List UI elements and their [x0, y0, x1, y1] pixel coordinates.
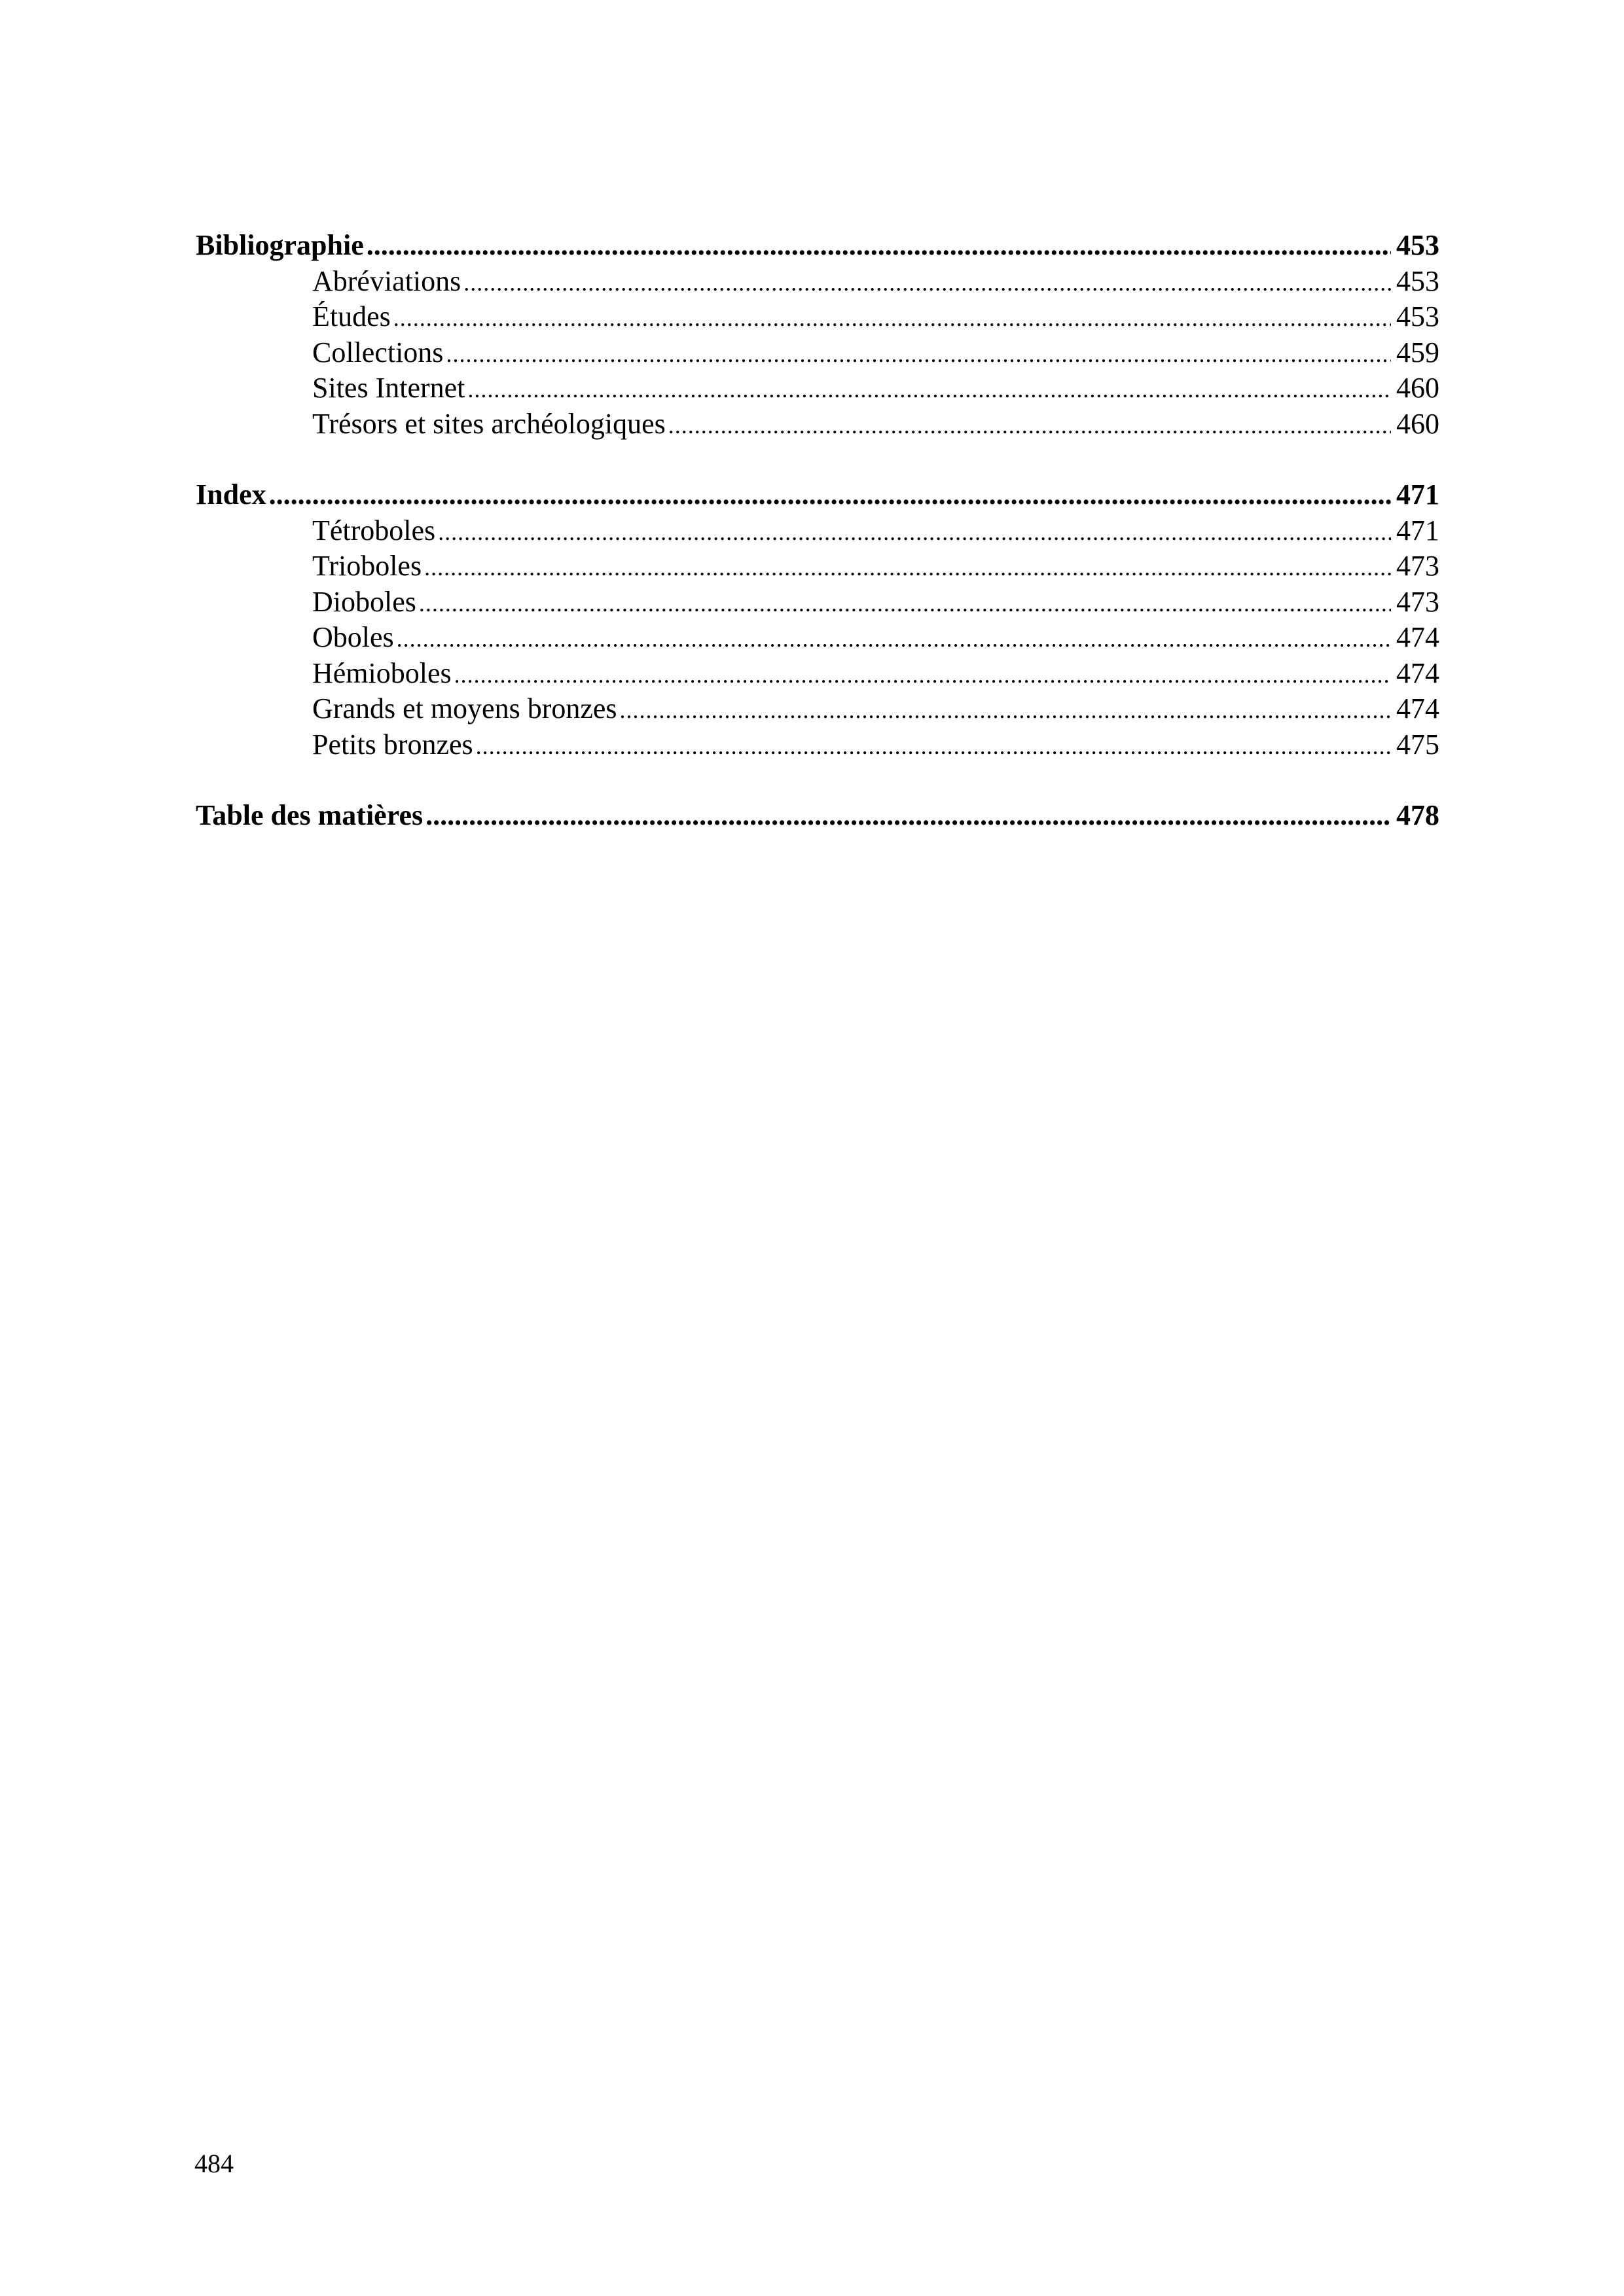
- toc-entry-page: 471: [1396, 478, 1439, 511]
- table-of-contents: [196, 228, 1439, 869]
- toc-subentry-page: 474: [1396, 692, 1439, 725]
- toc-subentry-page: 474: [1396, 656, 1439, 689]
- toc-entry-page: 478: [1396, 799, 1439, 831]
- toc-subentry-label: Sites Internet: [312, 372, 465, 404]
- dot-leader: [463, 265, 1391, 300]
- toc-subentry-tresors[interactable]: [196, 406, 1439, 442]
- toc-subentry-label: Études: [312, 300, 391, 332]
- toc-section-index: [196, 477, 1439, 762]
- toc-entry-title: Bibliographie: [196, 229, 364, 261]
- toc-subentry-label: Grands et moyens bronzes: [312, 692, 617, 725]
- toc-subentry-label: Tétroboles: [312, 514, 436, 547]
- toc-entry-page: 453: [1396, 229, 1439, 261]
- toc-subentry-page: 453: [1396, 300, 1439, 332]
- toc-subentry-page: 473: [1396, 550, 1439, 582]
- toc-subentry-collections[interactable]: [196, 335, 1439, 371]
- toc-subentry-page: 459: [1396, 336, 1439, 368]
- toc-subentry-etudes[interactable]: [196, 299, 1439, 335]
- toc-subentry-trioboles[interactable]: [196, 548, 1439, 584]
- toc-entry-bibliographie[interactable]: [196, 228, 1439, 264]
- toc-subentry-oboles[interactable]: [196, 620, 1439, 656]
- dot-leader: [367, 228, 1391, 264]
- toc-subentry-page: 473: [1396, 585, 1439, 618]
- toc-subentry-label: Dioboles: [312, 585, 416, 618]
- toc-subentry-label: Abréviations: [312, 264, 461, 297]
- toc-subentry-label: Trioboles: [312, 550, 422, 582]
- toc-subentry-label: Hémioboles: [312, 656, 452, 689]
- toc-subentry-page: 453: [1396, 264, 1439, 297]
- page-number: 484: [194, 2149, 234, 2178]
- toc-subentry-label: Collections: [312, 336, 444, 368]
- toc-entry-index[interactable]: [196, 477, 1439, 513]
- dot-leader: [467, 372, 1391, 406]
- toc-subentry-dioboles[interactable]: [196, 584, 1439, 620]
- toc-subentry-page: 460: [1396, 372, 1439, 404]
- toc-subentry-abreviations[interactable]: [196, 264, 1439, 300]
- dot-leader: [454, 657, 1391, 692]
- dot-leader: [446, 336, 1391, 371]
- dot-leader: [425, 798, 1391, 834]
- toc-section-table-des-matieres: [196, 798, 1439, 834]
- toc-subentry-page: 471: [1396, 514, 1439, 547]
- toc-entry-table-des-matieres[interactable]: [196, 798, 1439, 834]
- toc-section-bibliographie: [196, 228, 1439, 442]
- toc-subentry-petits-bronzes[interactable]: [196, 727, 1439, 763]
- toc-subentry-tetroboles[interactable]: [196, 513, 1439, 549]
- toc-subentry-label: Oboles: [312, 621, 394, 653]
- dot-leader: [397, 621, 1391, 656]
- dot-leader: [393, 300, 1391, 335]
- toc-entry-title: Table des matières: [196, 799, 424, 831]
- dot-leader: [620, 692, 1391, 727]
- toc-subentry-label: Petits bronzes: [312, 728, 473, 761]
- dot-leader: [668, 408, 1391, 442]
- toc-subentry-hemioboles[interactable]: [196, 656, 1439, 692]
- dot-leader: [438, 514, 1391, 549]
- dot-leader: [269, 477, 1391, 513]
- toc-subentry-grands-moyens-bronzes[interactable]: [196, 691, 1439, 727]
- dot-leader: [424, 550, 1391, 584]
- toc-subentry-sites-internet[interactable]: [196, 370, 1439, 406]
- toc-subentry-page: 474: [1396, 621, 1439, 653]
- toc-entry-title: Index: [196, 478, 266, 511]
- dot-leader: [419, 586, 1391, 620]
- dot-leader: [476, 728, 1391, 763]
- toc-subentry-label: Trésors et sites archéologiques: [312, 407, 666, 440]
- toc-subentry-page: 475: [1396, 728, 1439, 761]
- toc-subentry-page: 460: [1396, 407, 1439, 440]
